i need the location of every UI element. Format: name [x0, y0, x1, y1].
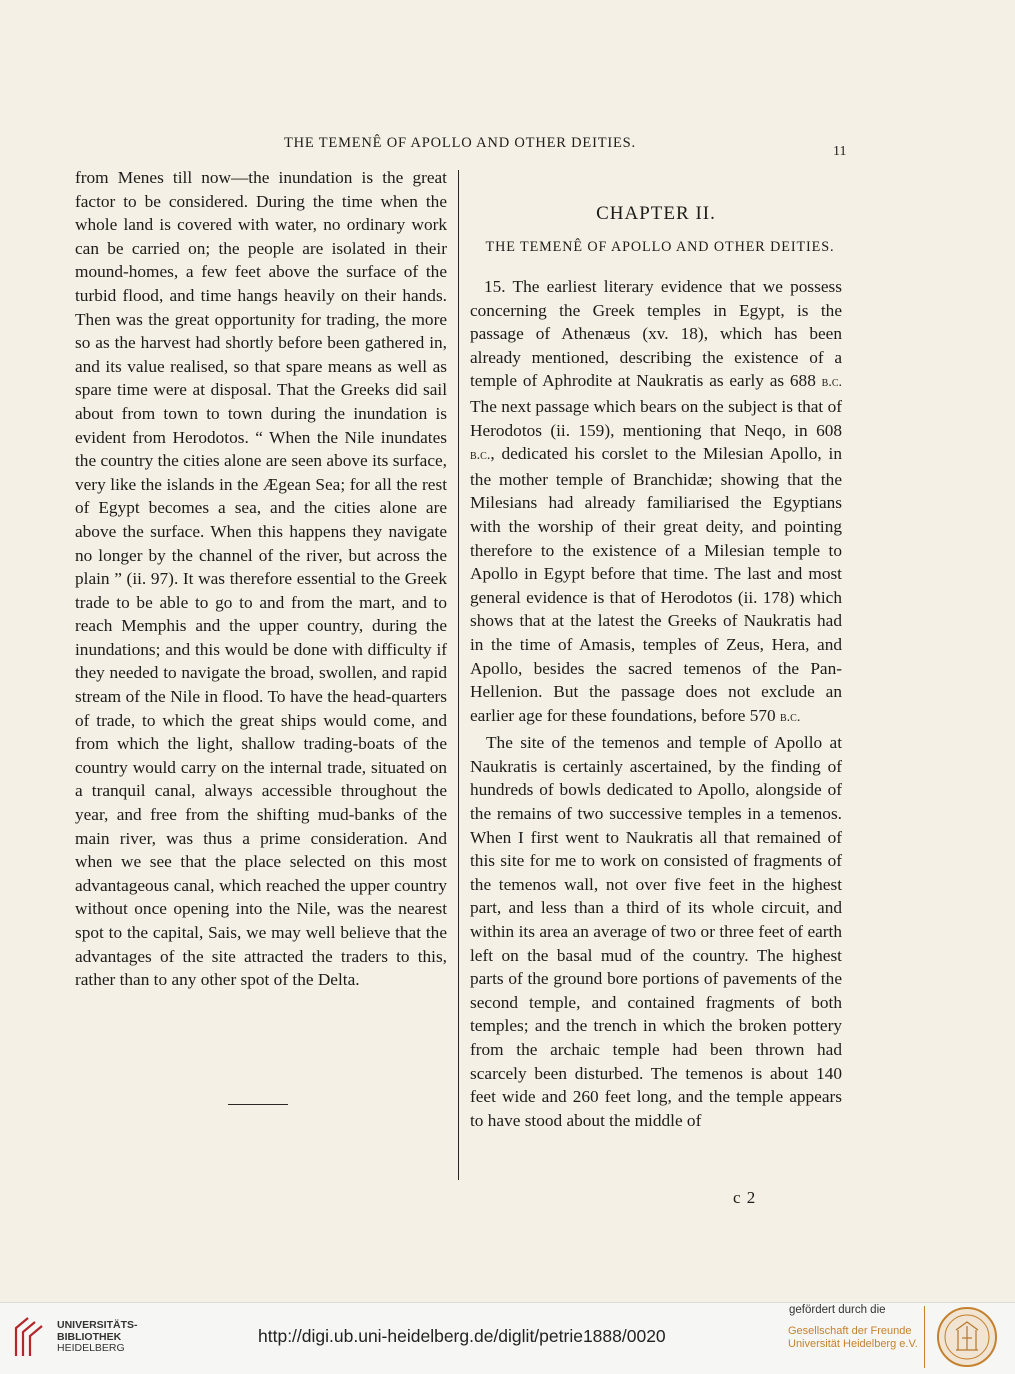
column-divider — [458, 170, 459, 1180]
sponsor-separator — [924, 1306, 925, 1368]
library-line-1: UNIVERSITÄTS- — [57, 1319, 138, 1331]
university-seal-icon — [934, 1306, 1000, 1368]
signature-mark: c 2 — [733, 1188, 757, 1207]
library-name[interactable] — [57, 1320, 138, 1355]
library-logo-icon[interactable] — [12, 1314, 48, 1360]
page-header — [70, 132, 850, 158]
page-number: 11 — [833, 144, 847, 159]
library-line-3: HEIDELBERG — [57, 1342, 125, 1354]
para-text: The next passage which bears on the subject is that of Herodotos (ii. 159), mentioning that Neqo, in 608 — [470, 396, 842, 440]
bc-abbrev: b.c. — [821, 375, 842, 391]
permalink-url[interactable]: http://digi.ub.uni-heidelberg.de/diglit/petrie1888/0020 — [258, 1326, 666, 1346]
paragraph-15 — [470, 275, 842, 729]
sponsor-name[interactable] — [788, 1325, 918, 1351]
left-column-text: from Menes till now—the inundation is the great factor to be considered. During the time when the whole land is covered with water, no ordinary work can be carried on; the people are isolated in their mound-homes, a few feet above the surface of the turbid flood, and time hangs heavily on their hands. Then was the great opportunity for trading, the more so as the harvest had shortly before been gathered in, and its value realised, so that spare means as well as spare time were at disposal. That the Greeks did sail about from town to town during the inundation is evident from Herodotos. “ When the Nile inundates the country the cities alone are seen above its surface, very like the islands in the Ægean Sea; for all the rest of Egypt becomes a sea, and the cities alone are above the surface. When this happens they navigate no longer by the channel of the river, but across the plain ” (ii. 97). It was therefore essential to the Greek trade to be able to go to and from the mart, and to reach Memphis and the upper country, during the inundations; and this would be done with difficulty if they needed to navigate the broad, swollen, and rapid stream of the Nile in flood. To have the head-quarters of trade, to which the great ships would come, and from which the light, shallow trading-boats of the country would carry on the internal trade, situated on a tranquil canal, always accessible throughout the year, and free from the shifting mud-banks of the main river, was thus a prime consideration. And when we see that the place selected on this most advantageous canal, which reached the upper country without once opening into the Nile, was the nearest spot to the capital, Sais, we may well believe that the advantages of the site attracted the traders to this, rather than to any other spot of the Delta. — [75, 168, 447, 990]
chapter-title: CHAPTER II. — [596, 203, 716, 224]
section-end-rule — [228, 1104, 288, 1105]
para-text: , dedicated his corslet to the Milesian Apollo, in the mother temple of Branchidæ; showing that the Milesians had already familiarised the Egyptians with the worship of their great deity, and pointing therefore to the existence of a Milesian temple to Apollo in Egypt before that time. The last and most general evidence is that of Herodotos (ii. 178) which shows that at the latest the Greeks of Naukratis had in the time of Amasis, temples of Zeus, Hera, and Apollo, besides the sacred temenos of the Pan-Hellenion. But the passage does not exclude an earlier age for these foundations, before 570 — [470, 444, 842, 725]
paragraph-site: The site of the temenos and temple of Apollo at Naukratis is certainly ascertained, by the finding of hundreds of bowls dedicated to Apollo, alongside of the remains of two successive temples in a temenos. When I first went to Naukratis all that remained of this site for me to work on consisted of fragments of the temenos wall, not over five feet in the highest part, and less than a third of its whole circuit, and within its area an average of two or three feet of earth left on the basal mud of the country. The highest parts of the ground bore portions of pavements of the second temple, and contained fragments of both temples; and the trench in which the broken pottery from the archaic temple had been thrown had scarcely been disturbed. The temenos is about 140 feet wide and 260 feet long, and the temple appears to have stood about the middle of — [470, 733, 842, 1130]
library-line-2: BIBLIOTHEK — [57, 1330, 122, 1343]
left-column — [75, 166, 447, 992]
para-text: 15. The earliest literary evidence that we possess concerning the Greek temples in Egypt, is the passage of Athenæus (xv. 18), which has been already mentioned, describing the existence of a temple of Aphrodite at Naukratis as early as 688 — [470, 277, 842, 391]
sponsor-label: gefördert durch die — [789, 1304, 886, 1316]
running-title: THE TEMENÊ OF APOLLO AND OTHER DEITIES. — [284, 135, 636, 151]
sponsor-line-1: Gesellschaft der Freunde — [788, 1325, 912, 1337]
right-column — [470, 275, 842, 1132]
bc-abbrev: b.c. — [470, 448, 491, 464]
chapter-subtitle: THE TEMENÊ OF APOLLO AND OTHER DEITIES. — [485, 239, 835, 255]
bc-abbrev: b.c. — [779, 709, 801, 725]
sponsor-line-2: Universität Heidelberg e.V. — [788, 1338, 918, 1350]
